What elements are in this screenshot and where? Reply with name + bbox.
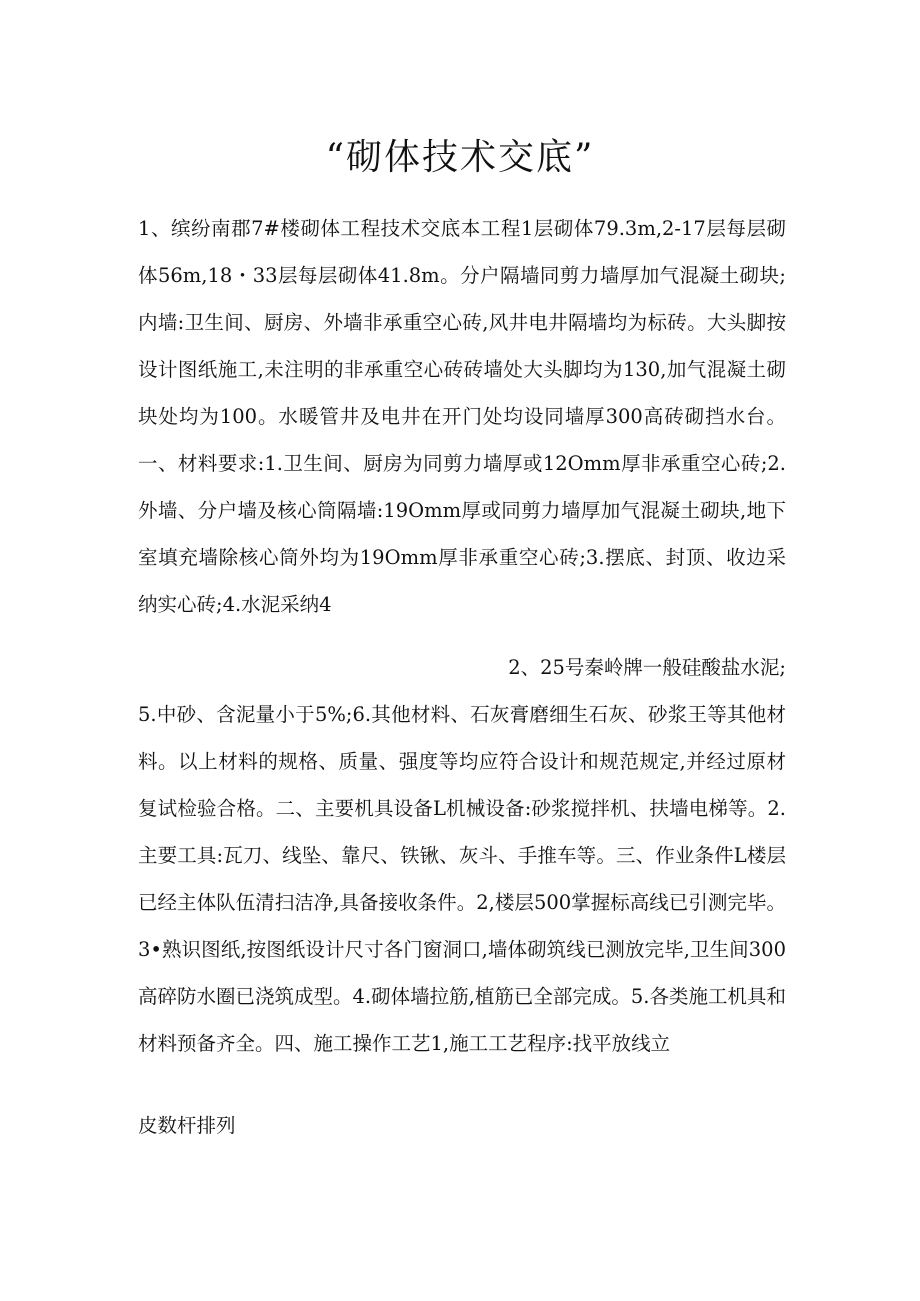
body-paragraph-1: 1、缤纷南郡7#楼砌体工程技术交底本工程1层砌体79.3m,2-17层每层砌体56m,18・33层每层砌体41.8m。分户隔墙同剪力墙厚加气混凝土砌块;内墙:卫生间、厨房、外墙非承重空心砖,风井电井隔墙均为标砖。大头脚按设计图纸施工,未注明的非承重空心砖砖墙处大头脚均为130,加气混凝土砌块处均为100。水暖管井及电井在开门处均设同墙厚300高砖砌挡水台。一、材料要求:1.卫生间、厨房为同剪力墙厚或12Omm厚非承重空心砖;2.外墙、分户墙及核心筒隔墙:19Omm厚或同剪力墙厚加气混凝土砌块,地下室填充墙除核心筒外均为19Omm厚非承重空心砖;3.摆底、封顶、收边采纳实心砖;4.水泥采纳4 bbox=[138, 217, 786, 616]
body-paragraph-right-aligned: 2、25号秦岭牌一般硅酸盐水泥; bbox=[508, 656, 786, 679]
body-paragraph-2: 5.中砂、含泥量小于5%;6.其他材料、石灰膏磨细生石灰、砂浆王等其他材料。以上材料的规格、质量、强度等均应符合设计和规范规定,并经过原材复试检验合格。二、主要机具设备L机械设备:砂浆搅拌机、扶墙电梯等。2.主要工具:瓦刀、线坠、靠尺、铁锹、灰斗、手推车等。三、作业条件L楼层已经主体队伍清扫洁净,具备接收条件。2,楼层500掌握标高线已引测完毕。3•熟识图纸,按图纸设计尺寸各门窗洞口,墙体砌筑线已测放完毕,卫生间300高碎防水圈已浇筑成型。4.砌体墙拉筋,植筋已全部完成。5.各类施工机具和材料预备齐全。四、施工操作工艺1,施工工艺程序:找平放线立 bbox=[138, 703, 786, 1055]
document-title: “砌体技术交底” bbox=[325, 137, 595, 178]
body-paragraph-3: 皮数杆排列 bbox=[138, 1114, 236, 1137]
